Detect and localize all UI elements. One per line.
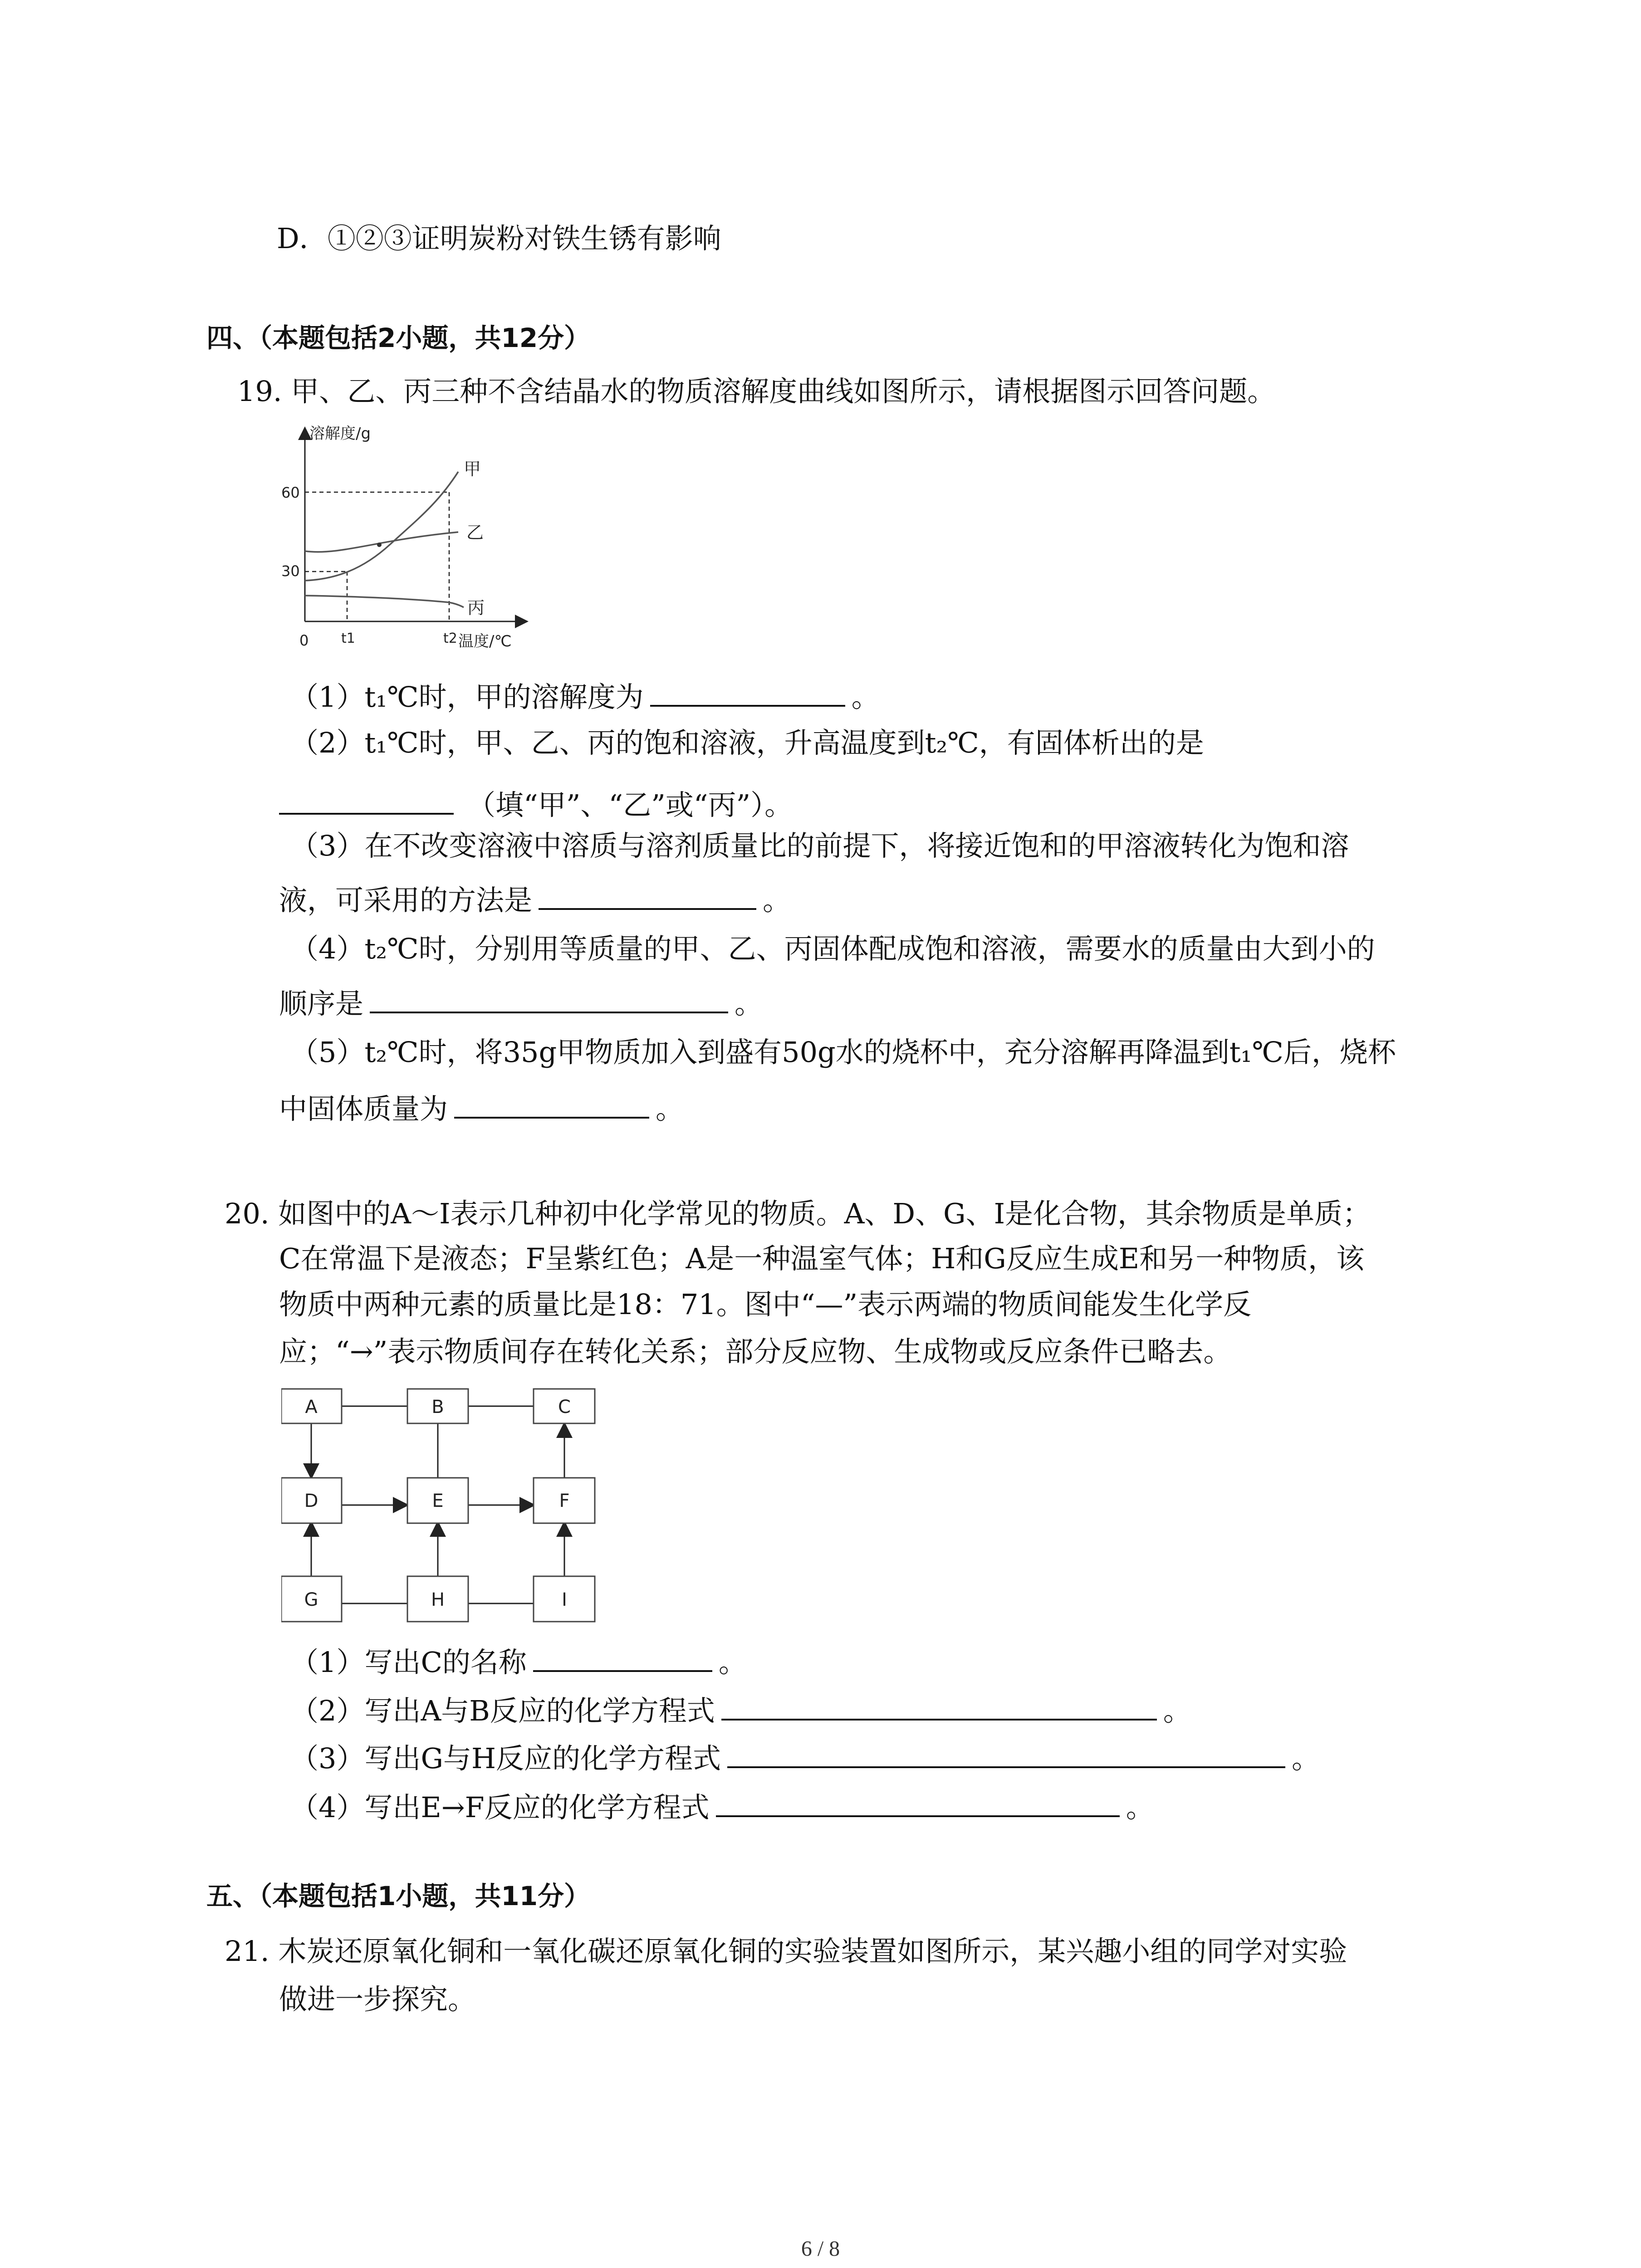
svg-text:C: C	[558, 1397, 571, 1418]
section-four-heading: 四、（本题包括2小题，共12分）	[206, 323, 591, 353]
q20-p2-end: 。	[1163, 1694, 1191, 1727]
box-d	[281, 1478, 342, 1523]
answer-blank[interactable]	[721, 1691, 1157, 1721]
series-label-bing: 丙	[467, 598, 485, 618]
svg-text:H: H	[431, 1589, 445, 1610]
box-g	[281, 1576, 342, 1622]
y-axis-label: 溶解度/g	[309, 425, 371, 443]
answer-blank[interactable]	[454, 1089, 649, 1119]
answer-blank[interactable]	[533, 1642, 712, 1672]
q19-p1-text: （1）t₁℃时，甲的溶解度为	[290, 680, 644, 714]
q20-p1-text: （1）写出C的名称	[290, 1646, 527, 1679]
q19-part-1	[290, 677, 880, 715]
svg-text:E: E	[432, 1491, 444, 1511]
question-20-line-1: 20. 如图中的A～I表示几种初中化学常见的物质。A、D、G、I是化合物，其余物质是单质；	[225, 1197, 1371, 1230]
curve-yi	[305, 532, 458, 552]
y-tick-30: 30	[281, 562, 300, 580]
answer-blank[interactable]	[727, 1738, 1285, 1768]
q20-p1-end: 。	[718, 1646, 747, 1679]
box-i	[534, 1576, 595, 1622]
q19-part-4b	[279, 983, 763, 1022]
q19-part-3b	[279, 880, 791, 919]
solubility-curve-chart	[268, 420, 540, 660]
answer-blank[interactable]	[539, 880, 756, 910]
curve-jia	[305, 472, 458, 581]
box-a	[281, 1389, 342, 1423]
origin-label: 0	[299, 632, 309, 649]
q19-part-2b	[279, 785, 793, 823]
box-b	[407, 1389, 468, 1423]
box-e	[407, 1478, 468, 1523]
question-20-line-3: 物质中两种元素的质量比是18：71。图中“—”表示两端的物质间能发生化学反	[279, 1288, 1252, 1321]
q20-part-1	[290, 1642, 747, 1681]
box-c	[534, 1389, 595, 1423]
q19-p5-end: 。	[656, 1092, 684, 1125]
q20-p3-end: 。	[1292, 1742, 1320, 1775]
x-tick-t2: t2	[443, 631, 457, 646]
q19-part-5b	[279, 1089, 684, 1127]
x-axis-label: 温度/℃	[458, 632, 512, 650]
svg-text:I: I	[562, 1589, 567, 1610]
y-tick-60: 60	[281, 484, 300, 501]
question-19-stem: 19. 甲、乙、丙三种不含结晶水的物质溶解度曲线如图所示，请根据图示回答问题。	[237, 375, 1276, 408]
x-tick-t1: t1	[341, 631, 355, 646]
option-d: D．①②③证明炭粉对铁生锈有影响	[277, 222, 721, 255]
box-f	[534, 1478, 595, 1523]
relationship-diagram	[281, 1379, 608, 1633]
svg-text:G: G	[304, 1589, 318, 1610]
answer-blank[interactable]	[650, 677, 845, 707]
q19-p4-text: 顺序是	[279, 987, 364, 1020]
q19-part-5: （5）t₂℃时，将35g甲物质加入到盛有50g水的烧杯中，充分溶解再降温到t₁℃后，烧杯	[290, 1036, 1396, 1069]
q20-p4-text: （4）写出E→F反应的化学方程式	[290, 1791, 710, 1824]
q19-p4-end: 。	[735, 987, 763, 1020]
q19-p3-text: 液，可采用的方法是	[279, 884, 533, 917]
q19-part-4: （4）t₂℃时，分别用等质量的甲、乙、丙固体配成饱和溶液，需要水的质量由大到小的	[290, 932, 1375, 965]
question-21-line-2: 做进一步探究。	[279, 1983, 476, 2016]
q19-part-3: （3）在不改变溶液中溶质与溶剂质量比的前提下，将接近饱和的甲溶液转化为饱和溶	[290, 829, 1349, 862]
series-label-yi: 乙	[466, 523, 484, 543]
q20-part-3	[290, 1738, 1320, 1777]
q20-part-4	[290, 1787, 1154, 1826]
question-21-line-1: 21. 木炭还原氧化铜和一氧化碳还原氧化铜的实验装置如图所示，某兴趣小组的同学对实验	[225, 1935, 1347, 1968]
q19-p5-text: 中固体质量为	[279, 1092, 448, 1125]
series-label-jia: 甲	[464, 459, 481, 479]
q19-p1-end: 。	[851, 680, 880, 714]
svg-text:A: A	[305, 1397, 318, 1418]
section-five-heading: 五、（本题包括1小题，共11分）	[206, 1881, 591, 1911]
q20-p2-text: （2）写出A与B反应的化学方程式	[290, 1694, 715, 1727]
question-20-line-4: 应；“→”表示物质间存在转化关系；部分反应物、生成物或反应条件已略去。	[279, 1335, 1232, 1368]
answer-blank[interactable]	[279, 785, 454, 815]
curve-bing	[305, 596, 464, 607]
q19-p2-choice: （填“甲”、“乙”或“丙”）。	[467, 788, 793, 821]
answer-blank[interactable]	[370, 983, 728, 1013]
q20-p4-end: 。	[1126, 1791, 1154, 1824]
q20-p3-text: （3）写出G与H反应的化学方程式	[290, 1742, 721, 1775]
box-h	[407, 1576, 468, 1622]
q20-part-2	[290, 1691, 1191, 1729]
svg-text:D: D	[304, 1491, 318, 1511]
svg-text:B: B	[431, 1397, 444, 1418]
q19-part-2: （2）t₁℃时，甲、乙、丙的饱和溶液，升高温度到t₂℃，有固体析出的是	[290, 726, 1204, 759]
answer-blank[interactable]	[716, 1787, 1120, 1817]
svg-text:F: F	[559, 1491, 570, 1511]
question-20-line-2: C在常温下是液态；F呈紫红色；A是一种温室气体；H和G反应生成E和另一种物质，该	[279, 1242, 1365, 1275]
page-number: 6 / 8	[801, 2237, 840, 2261]
q19-p3-end: 。	[763, 884, 791, 917]
